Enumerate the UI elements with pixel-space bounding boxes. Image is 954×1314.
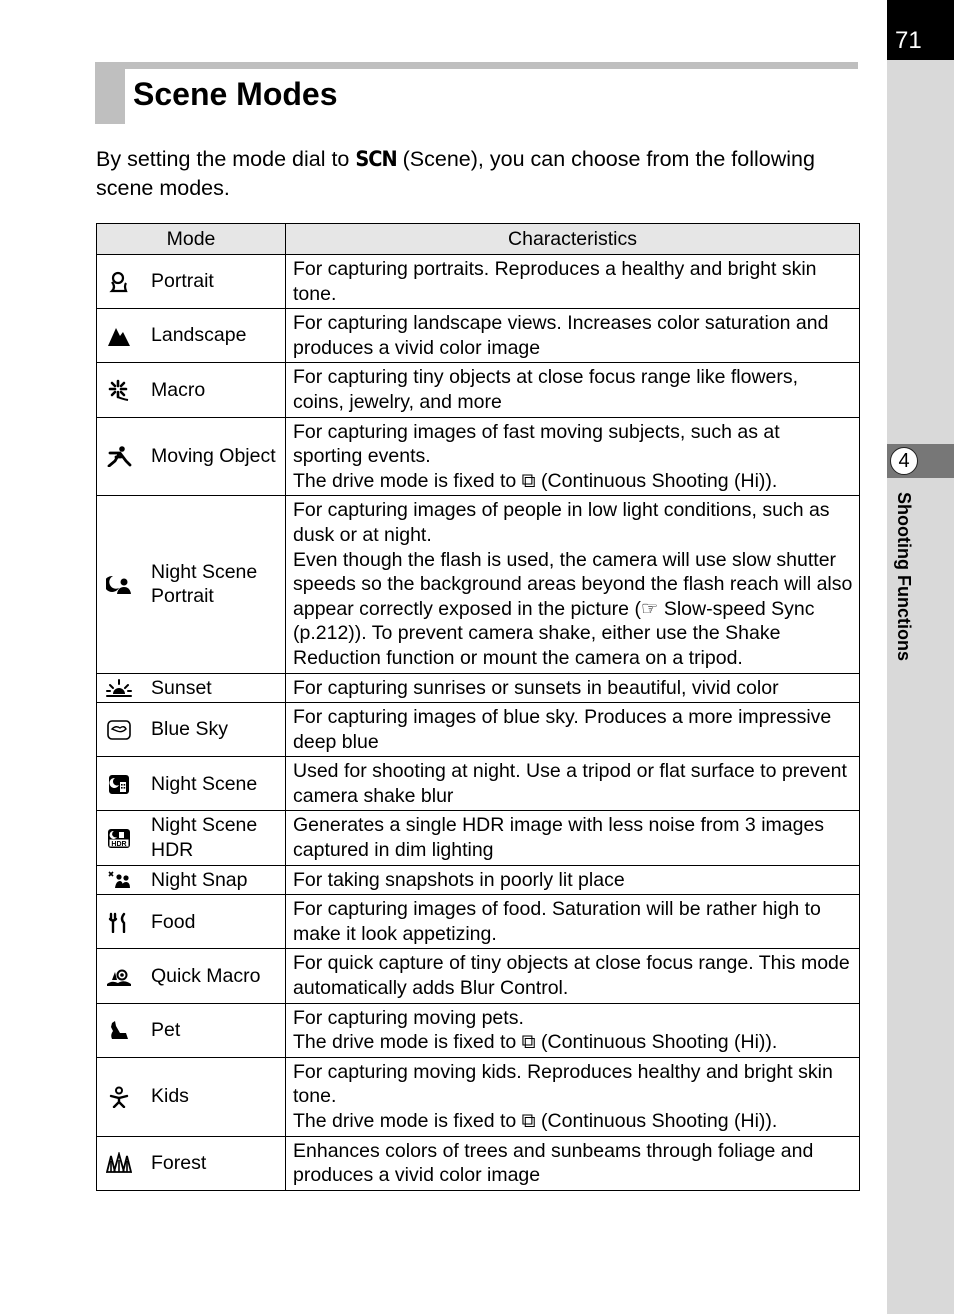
mode-name: Macro: [151, 378, 206, 401]
mode-cell: [97, 703, 286, 757]
mode-name: Landscape: [151, 324, 247, 347]
mode-name: Moving Object: [151, 445, 276, 468]
table-row: [97, 703, 860, 757]
mode-name: Sunset: [151, 676, 212, 699]
characteristics-text: For capturing images of blue sky. Produces a more impressive deep blue: [293, 706, 832, 753]
portrait-icon: [105, 270, 133, 294]
table-row: [97, 309, 860, 363]
food-icon: [105, 910, 133, 934]
characteristics-text: For quick capture of tiny objects at close focus range. This mode automatically adds Blur Control.: [293, 952, 850, 1000]
characteristics-text: For capturing images of fast moving subjects, such as at sporting events.: [293, 420, 780, 468]
characteristics-text: For capturing moving kids. Reproduces healthy and bright skin tone.: [293, 1060, 833, 1108]
mode-name: Night Scene Portrait: [151, 560, 258, 608]
intro-paragraph: [96, 145, 856, 203]
table-row: [97, 417, 860, 496]
title-marker: [95, 62, 125, 124]
mode-cell: [97, 811, 286, 865]
mode-name: Night Scene: [151, 772, 258, 795]
table-row: [97, 1057, 860, 1136]
landscape-icon: [105, 324, 133, 348]
characteristics-cell: [286, 895, 860, 949]
mode-name: Pet: [151, 1018, 181, 1041]
table-header-row: [97, 224, 860, 255]
characteristics-cell: [286, 757, 860, 811]
characteristics-text: For capturing tiny objects at close focus range like flowers, coins, jewelry, and more: [293, 366, 799, 413]
mode-cell: [97, 673, 286, 703]
mode-name: Portrait: [151, 270, 214, 293]
mode-cell: [97, 1003, 286, 1057]
blue-sky-icon: [105, 718, 133, 742]
night-scene-hdr-icon: [105, 826, 133, 850]
characteristics-cell: [286, 673, 860, 703]
macro-icon: [105, 378, 133, 402]
characteristics-text: The drive mode is fixed to ⧉ (Continuous Shooting (Hi)).: [293, 469, 778, 492]
characteristics-cell: [286, 703, 860, 757]
kids-icon: [105, 1085, 133, 1109]
characteristics-cell: [286, 496, 860, 673]
mode-name: Kids: [151, 1085, 189, 1108]
characteristics-cell: [286, 1003, 860, 1057]
characteristics-text: For capturing images of people in low light conditions, such as dusk or at night.: [293, 499, 830, 546]
chapter-title: Shooting Functions: [894, 492, 914, 661]
table-row: [97, 811, 860, 865]
characteristics-cell: [286, 865, 860, 895]
forest-icon: [105, 1151, 133, 1175]
characteristics-text: For taking snapshots in poorly lit place: [293, 868, 625, 891]
pet-icon: [105, 1018, 133, 1042]
characteristics-text: For capturing images of food. Saturation will be rather high to make it look appetizing.: [293, 898, 821, 945]
mode-cell: [97, 949, 286, 1003]
characteristics-text: For capturing landscape views. Increases color saturation and produces a vivid color image: [293, 312, 829, 359]
characteristics-text: Enhances colors of trees and sunbeams through foliage and produces a vivid color image: [293, 1139, 814, 1187]
mode-name: Blue Sky: [151, 718, 228, 741]
characteristics-column-header: Characteristics: [286, 224, 860, 255]
svg-text:HDR: HDR: [111, 840, 127, 848]
mode-name: Night Scene HDR: [151, 814, 258, 862]
chapter-title-vertical: [892, 492, 916, 692]
characteristics-cell: [286, 811, 860, 865]
characteristics-text: For capturing moving pets.: [293, 1006, 524, 1029]
page-title: Scene Modes: [133, 76, 338, 112]
characteristics-cell: [286, 417, 860, 496]
mode-name: Quick Macro: [151, 964, 261, 987]
chapter-number: 4: [890, 447, 918, 475]
characteristics-cell: [286, 1136, 860, 1190]
table-row: [97, 1003, 860, 1057]
table-row: [97, 496, 860, 673]
scn-dial-icon: SCN: [355, 147, 397, 172]
table-row: [97, 757, 860, 811]
mode-cell: [97, 363, 286, 417]
characteristics-text: For capturing sunrises or sunsets in beautiful, vivid color: [293, 676, 779, 699]
characteristics-cell: [286, 309, 860, 363]
mode-cell: [97, 865, 286, 895]
table-row: [97, 1136, 860, 1190]
table-row: [97, 865, 860, 895]
night-snap-icon: [105, 868, 133, 892]
mode-cell: [97, 895, 286, 949]
characteristics-text: The drive mode is fixed to ⧉ (Continuous Shooting (Hi)).: [293, 1031, 778, 1054]
characteristics-text: Even though the flash is used, the camera will use slow shutter speeds so the background areas beyond the flash reach will also appear correctly exposed in the picture (☞ Slow-speed Sync (p.212)). To prevent camera shake, either use the Shake Reduction function or mount the camera on a tripod.: [293, 548, 853, 669]
table-row: [97, 363, 860, 417]
characteristics-text: Used for shooting at night. Use a tripod or flat surface to prevent camera shake blur: [293, 760, 847, 807]
mode-cell: [97, 309, 286, 363]
table-row: [97, 255, 860, 309]
scene-modes-table: [96, 223, 860, 1191]
intro-text-after: (Scene), you can choose from the following scene modes.: [96, 147, 815, 200]
mode-name: Food: [151, 910, 196, 933]
title-rule: [95, 62, 858, 69]
mode-cell: [97, 757, 286, 811]
mode-name: Night Snap: [151, 868, 248, 891]
mode-cell: [97, 496, 286, 673]
characteristics-text: Generates a single HDR image with less noise from 3 images captured in dim lighting: [293, 814, 825, 862]
mode-column-header: Mode: [97, 224, 286, 255]
quick-macro-icon: [105, 964, 133, 988]
table-row: [97, 895, 860, 949]
characteristics-cell: [286, 1057, 860, 1136]
night-scene-icon: [105, 772, 133, 796]
night-scene-portrait-icon: [105, 572, 133, 596]
characteristics-cell: [286, 255, 860, 309]
characteristics-cell: [286, 363, 860, 417]
characteristics-text: For capturing portraits. Reproduces a healthy and bright skin tone.: [293, 258, 817, 305]
characteristics-cell: [286, 949, 860, 1003]
page-number: 71: [895, 27, 922, 54]
mode-name: Forest: [151, 1151, 207, 1174]
moving-object-icon: [105, 444, 133, 468]
mode-cell: [97, 1057, 286, 1136]
characteristics-text: The drive mode is fixed to ⧉ (Continuous Shooting (Hi)).: [293, 1110, 778, 1132]
table-row: [97, 949, 860, 1003]
mode-cell: [97, 417, 286, 496]
sunset-icon: [105, 676, 133, 700]
mode-cell: [97, 255, 286, 309]
intro-text-before: By setting the mode dial to: [96, 147, 356, 171]
table-row: [97, 673, 860, 703]
mode-cell: [97, 1136, 286, 1190]
